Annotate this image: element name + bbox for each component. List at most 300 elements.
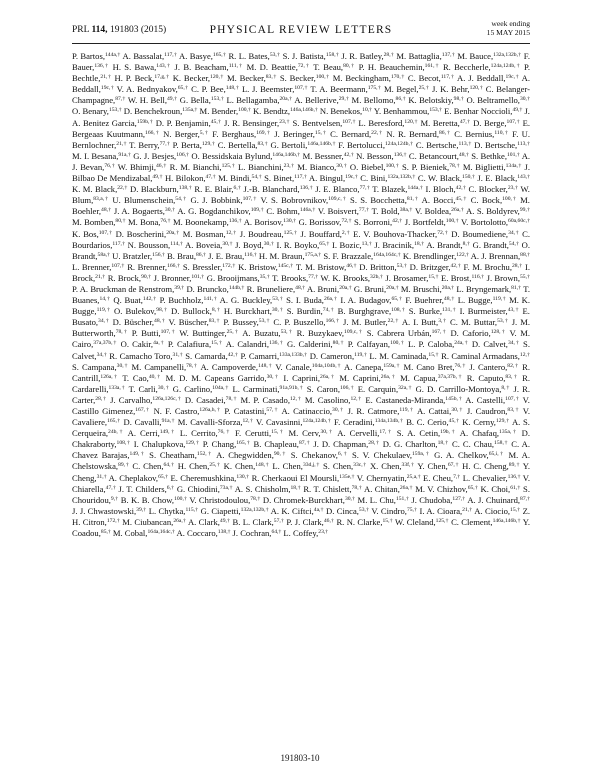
author-name: D. Blackburn, xyxy=(130,184,179,195)
author-name: N. R. Bernard, xyxy=(386,128,439,139)
author-name: G. J. Besjes, xyxy=(133,150,177,161)
author-name: R. Buzykaev, xyxy=(296,328,345,339)
author-name: R. N. Clarke, xyxy=(336,516,383,527)
author-name: C. Bernius, xyxy=(454,128,495,139)
author-affiliation: 175,a,† xyxy=(304,251,322,258)
author-affiliation: 98,† xyxy=(156,307,168,314)
author-name: A. Chitan, xyxy=(363,483,400,494)
author-name: Z. H. Citron, xyxy=(72,505,531,527)
author-name: M. Campanelli, xyxy=(131,361,187,372)
author-name: M. Bruschi, xyxy=(400,283,442,294)
author-affiliation: 40,† xyxy=(148,373,162,380)
author-name: M. P. Casado, xyxy=(240,394,290,405)
author-affiliation: 21,† xyxy=(116,140,127,147)
author-affiliation: 136,† xyxy=(299,185,313,192)
author-name: D. Calvet, xyxy=(471,339,508,350)
author-name: A. S. Chisholm, xyxy=(234,483,291,494)
author-name: P. Camarri, xyxy=(240,350,280,361)
author-affiliation: 127,† xyxy=(452,495,466,502)
author-name: K. Bristow, xyxy=(238,261,278,272)
author-affiliation: 34,† xyxy=(98,318,110,325)
author-name: C. Bock, xyxy=(470,195,503,206)
author-affiliation: 87,† xyxy=(115,96,126,103)
author-affiliation: 132a,132b,† xyxy=(493,52,522,58)
author-affiliation: 76,† xyxy=(217,429,232,436)
author-affiliation: 30,† xyxy=(266,373,280,380)
author-affiliation: 153,† xyxy=(108,107,122,114)
author-name: K. Becker, xyxy=(172,73,211,84)
author-affiliation: 24b,† xyxy=(108,429,125,436)
author-name: F. M. Brochu, xyxy=(463,261,512,272)
author-name: G. Calderini, xyxy=(286,339,333,350)
author-affiliation: 81,† xyxy=(511,284,522,291)
author-affiliation: 109,† xyxy=(250,207,264,214)
author-affiliation: 77,† xyxy=(358,207,370,214)
author-name: D. Caforio, xyxy=(450,328,491,339)
author-affiliation: 125,† xyxy=(221,162,236,169)
author-name: J. R. Bensinger, xyxy=(224,117,280,128)
author-name: J. M. Butterworth, xyxy=(72,317,531,339)
author-affiliation: 35,† xyxy=(259,273,270,280)
author-affiliation: 135a,† xyxy=(499,429,518,436)
author-name: K. Belotskiy, xyxy=(408,95,454,106)
author-name: G. Bertoli, xyxy=(270,139,308,150)
author-name: M. Battaglia, xyxy=(396,51,442,61)
author-name: A. Chafaq, xyxy=(459,428,500,439)
author-name: M. D. M. Capeans Garrido, xyxy=(165,372,267,383)
author-name: I. A. Budagov, xyxy=(340,295,392,306)
author-name: L. P. Caloba, xyxy=(407,339,455,350)
author-name: C. Bertsche, xyxy=(415,139,459,150)
author-name: I. R. Boyko, xyxy=(276,239,320,250)
author-affiliation: 86,† xyxy=(439,129,452,136)
author-affiliation: 133a,† xyxy=(108,384,126,391)
author-name: M. Bender, xyxy=(199,106,239,117)
author-affiliation: 80,† xyxy=(343,63,356,70)
author-name: J. Caudron, xyxy=(466,406,508,416)
author-name: A. Canepa, xyxy=(343,361,384,372)
author-affiliation: 4a,† xyxy=(153,340,165,347)
author-name: I. A. Cioara, xyxy=(419,505,463,516)
author-name: Y. Chen, xyxy=(417,461,448,472)
author-affiliation: 136,† xyxy=(507,473,521,480)
author-affiliation: 138,† xyxy=(178,185,192,192)
author-name: B. K. B. Chow, xyxy=(120,494,175,505)
author-affiliation: 165,† xyxy=(212,52,227,58)
author-affiliation: 24a,† xyxy=(454,340,469,347)
author-name: R. T. Chislett, xyxy=(303,483,352,494)
author-name: C. Betancourt, xyxy=(408,150,459,161)
author-affiliation: 172,† xyxy=(106,517,120,524)
author-affiliation: 18,† xyxy=(414,240,425,247)
author-affiliation: 83,a,† xyxy=(93,196,110,203)
author-affiliation: 57,† xyxy=(273,517,285,524)
author-name: W. Bhimji, xyxy=(117,161,156,172)
author-name: M. Biglietti, xyxy=(462,161,506,172)
author-name: O. Benary, xyxy=(72,106,109,117)
author-affiliation: 134a,134b,† xyxy=(374,418,404,425)
author-name: J. M. Butler, xyxy=(343,317,388,328)
author-name: N. Benekos, xyxy=(319,106,363,117)
author-name: T. Brooks, xyxy=(272,272,309,283)
author-name: D. P. Benjamin, xyxy=(155,117,211,128)
author-affiliation: 22,† xyxy=(387,318,400,325)
author-name: S. Binet, xyxy=(264,173,295,184)
author-name: J. Bronner, xyxy=(153,272,192,283)
author-name: C. Bernard, xyxy=(330,128,372,139)
author-name: G. Ciapetti, xyxy=(200,505,241,516)
author-name: J. B. Beacham, xyxy=(174,62,229,73)
author-name: J. E. Blanco, xyxy=(315,184,360,195)
author-name: D. Bruncko, xyxy=(186,283,229,294)
author-name: R. Brenner, xyxy=(127,261,168,272)
author-name: A. Bingul, xyxy=(308,173,346,184)
author-affiliation: 117,† xyxy=(164,52,178,58)
author-affiliation: 30,† xyxy=(157,384,170,391)
author-name: H. C. Cheng, xyxy=(462,461,509,472)
author-affiliation: 145c,† xyxy=(277,262,294,269)
author-name: J. E. Black, xyxy=(477,173,518,184)
author-affiliation: 15,† xyxy=(211,340,224,347)
author-affiliation: 128,† xyxy=(490,329,507,336)
author-name: V. Canale, xyxy=(275,361,312,372)
author-affiliation: 110,† xyxy=(494,129,509,136)
author-name: M. A. Chelstowska, xyxy=(72,450,530,472)
author-affiliation: 100,† xyxy=(445,218,459,225)
author-affiliation: 34,† xyxy=(507,340,520,347)
author-affiliation: 113,† xyxy=(517,140,530,147)
author-affiliation: 144b,† xyxy=(228,284,245,291)
author-name: P. Bartos, xyxy=(72,51,105,61)
author-name: D. Cinca, xyxy=(326,505,359,516)
author-name: D. Benchekroun, xyxy=(123,106,183,117)
author-affiliation: 38a,† xyxy=(399,207,413,214)
author-name: R. Cherkaoui El Moursli, xyxy=(251,472,340,483)
author-affiliation: 100,† xyxy=(385,162,400,169)
author-name: V. Christodoulou, xyxy=(189,494,251,505)
author-name: D. Boscherini, xyxy=(115,228,167,239)
author-name: C. Bini, xyxy=(360,173,388,184)
author-name: S. Chen, xyxy=(323,461,354,472)
author-name: Q. Buat, xyxy=(113,295,143,306)
author-affiliation: 132a,132b,† xyxy=(387,174,416,181)
author-name: M. Boehler, xyxy=(72,195,530,217)
author-affiliation: 86,† xyxy=(195,251,206,258)
author-name: M. Becker, xyxy=(226,73,266,84)
author-affiliation: 106,† xyxy=(176,151,190,158)
author-name: D. Cavalli, xyxy=(123,417,162,428)
author-affiliation: 25,a,† xyxy=(406,473,421,480)
author-name: G. A. Chelkov, xyxy=(434,450,489,461)
author-affiliation: 87,† xyxy=(520,495,531,502)
author-name: V. Cavasinni, xyxy=(255,417,303,428)
author-name: M. Bosman, xyxy=(182,228,226,239)
author-name: R. Cantrill, xyxy=(72,361,530,383)
author-name: V. Castillo Gimenez, xyxy=(72,394,530,416)
author-affiliation: 54,† xyxy=(251,174,262,181)
author-affiliation: 21,† xyxy=(100,74,112,81)
author-affiliation: 33c,† xyxy=(353,462,367,469)
author-affiliation: 109,c,† xyxy=(328,196,347,203)
author-name: L. Coffey, xyxy=(283,528,319,539)
author-affiliation: 49,† xyxy=(152,174,163,181)
author-name: J. Beringer, xyxy=(274,128,315,139)
author-affiliation: 21,† xyxy=(95,273,106,280)
author-name: D. Boumediene, xyxy=(451,228,509,239)
author-affiliation: 23,† xyxy=(279,118,290,125)
author-name: H. S. Bawa, xyxy=(112,62,157,73)
author-name: R. Camacho Toro, xyxy=(109,350,173,361)
author-name: L. Chytka, xyxy=(148,505,186,516)
author-affiliation: 146a,† xyxy=(299,207,316,214)
author-name: M. Beretta, xyxy=(420,117,460,128)
author-name: C. C. Chau, xyxy=(452,439,495,450)
author-affiliation: 74,† xyxy=(322,307,335,314)
author-affiliation: 145b,† xyxy=(445,395,463,402)
author-name: B. L. Clark, xyxy=(232,516,274,527)
author-affiliation: 15,† xyxy=(314,129,327,136)
author-affiliation: 119,† xyxy=(492,296,507,303)
author-name: T. Bold, xyxy=(371,206,400,217)
author-affiliation: 98,† xyxy=(453,96,464,103)
author-name: J. Bouffard, xyxy=(300,228,342,239)
author-affiliation: 42,† xyxy=(343,151,354,158)
author-affiliation: 2,† xyxy=(341,229,351,236)
author-affiliation: 149,† xyxy=(129,451,146,458)
author-name: O. Cakir, xyxy=(120,339,154,350)
author-affiliation: 19c,† xyxy=(100,85,115,92)
author-affiliation: 17,† xyxy=(379,429,393,436)
author-affiliation: 65,† xyxy=(391,296,403,303)
author-name: B. C. Cerio, xyxy=(406,417,449,428)
author-affiliation: 83,† xyxy=(265,74,277,81)
author-name: S. I. Buda, xyxy=(286,295,324,306)
author-affiliation: 148,† xyxy=(225,85,240,92)
author-name: D. Britzger, xyxy=(409,261,451,272)
author-name: C. P. Buszello, xyxy=(273,317,326,328)
author-name: B. Brau, xyxy=(167,250,196,261)
author-name: S. Caron, xyxy=(306,383,340,394)
author-affiliation: 37a,37b,† xyxy=(437,373,463,380)
author-name: W. Cleland, xyxy=(394,516,436,527)
author-affiliation: 53,† xyxy=(272,296,284,303)
author-affiliation: 151,† xyxy=(395,495,409,502)
author-name: G. Borissov, xyxy=(298,217,342,228)
author-affiliation: 91a,† xyxy=(161,418,175,425)
author-name: U. Bratzler, xyxy=(112,250,153,261)
author-affiliation: 28,† xyxy=(383,52,394,58)
author-name: J. Cochran, xyxy=(232,528,272,539)
author-affiliation: 8,† xyxy=(501,384,511,391)
author-affiliation: 101,† xyxy=(506,151,520,158)
author-affiliation: 37a,37b,† xyxy=(93,340,118,347)
author-name: A. G. Buckley, xyxy=(219,295,273,306)
author-affiliation: 73a,† xyxy=(219,484,233,491)
author-affiliation: 83,† xyxy=(208,318,221,325)
author-affiliation: 26a,† xyxy=(173,517,187,524)
author-name: M. Bellomo, xyxy=(351,95,396,106)
author-affiliation: 80,† xyxy=(332,340,345,347)
author-affiliation: 149,† xyxy=(159,429,176,436)
author-name: A. K. Ciftci, xyxy=(270,505,314,516)
author-affiliation: 78,† xyxy=(186,362,198,369)
author-affiliation: 83,† xyxy=(507,407,520,413)
author-affiliation: 143,† xyxy=(517,174,531,181)
author-affiliation: 136,† xyxy=(393,151,407,158)
author-list xyxy=(72,51,530,539)
author-affiliation: 159a,† xyxy=(383,362,401,369)
author-affiliation: 159a,† xyxy=(411,451,431,458)
author-name: M. Caprini, xyxy=(339,372,381,383)
author-name: N. Berger, xyxy=(163,128,200,139)
author-name: R. M. Bianchi, xyxy=(169,161,222,172)
author-affiliation: 34,† xyxy=(508,229,520,236)
author-name: P. J. Clark, xyxy=(286,516,324,527)
author-name: L. Bryngemark, xyxy=(456,283,512,294)
author-name: T. Berry, xyxy=(129,139,160,150)
author-name: I. Chalupkova, xyxy=(133,439,186,450)
author-affiliation: 107,† xyxy=(242,196,258,203)
author-name: M. Casolino, xyxy=(304,394,351,405)
author-name: K. Brendlinger, xyxy=(402,250,457,261)
author-name: J. K. Behr, xyxy=(431,84,470,95)
author-affiliation: 55,† xyxy=(519,273,530,280)
author-name: G. Bruni, xyxy=(353,283,387,294)
author-affiliation: 48,† xyxy=(101,207,112,214)
author-name: Y. Cheng, xyxy=(72,461,531,483)
author-name: G. J. Bobbink, xyxy=(190,195,243,206)
author-name: S. S. Bocchetta, xyxy=(350,195,407,206)
author-name: A. J. Bevan, xyxy=(72,150,531,172)
author-affiliation: 90,† xyxy=(273,451,287,458)
author-name: G. Brandt, xyxy=(472,239,509,250)
author-name: A. Bruni, xyxy=(306,283,340,294)
author-name: C. Bourdarios, xyxy=(72,228,531,250)
author-affiliation: 83,† xyxy=(505,373,519,380)
author-name: S. Becker, xyxy=(279,73,316,84)
author-affiliation: 39,† xyxy=(174,284,185,291)
author-name: M. Bauce, xyxy=(457,51,494,61)
author-affiliation: 3,† xyxy=(438,318,447,325)
author-affiliation: 131,† xyxy=(441,307,457,314)
author-affiliation: 12,† xyxy=(242,418,254,425)
author-affiliation: 76,† xyxy=(160,218,171,225)
author-name: M. Cavalli-Sforza, xyxy=(177,417,243,428)
author-affiliation: 12,† xyxy=(350,395,363,402)
author-affiliation: 136,† xyxy=(94,63,110,70)
author-affiliation: 48,† xyxy=(295,284,306,291)
author-name: M. Begel, xyxy=(383,84,419,95)
author-name: L. M. Caminada, xyxy=(369,350,429,361)
author-name: T. Carli, xyxy=(128,383,158,394)
author-affiliation: 109,c,† xyxy=(344,329,364,336)
author-name: L. Cerrito, xyxy=(179,428,218,439)
author-affiliation: 26a,† xyxy=(399,484,413,491)
author-affiliation: 124a,124b,† xyxy=(302,418,332,425)
author-name: S. Chouridou, xyxy=(72,483,530,505)
author-affiliation: 19b,† xyxy=(440,429,457,436)
author-affiliation: 19c,† xyxy=(345,174,358,181)
author-name: T. Cao, xyxy=(122,372,149,383)
author-affiliation: 47,† xyxy=(459,118,471,125)
author-affiliation: 30,† xyxy=(271,307,284,314)
author-affiliation: 64,† xyxy=(271,529,282,536)
author-affiliation: 89,† xyxy=(118,462,130,469)
author-name: J. R. Carter, xyxy=(72,383,531,405)
author-affiliation: 45,† xyxy=(448,418,460,425)
author-name: N. Besson, xyxy=(356,150,394,161)
author-name: J. R. Catmore, xyxy=(347,406,400,416)
author-name: L. Chevalier, xyxy=(462,472,508,483)
author-affiliation: 9,† xyxy=(110,495,119,502)
page-header xyxy=(72,19,530,49)
author-affiliation: 19c,† xyxy=(505,74,520,81)
author-affiliation: 65,† xyxy=(158,473,169,480)
author-name: C. P. Bee, xyxy=(191,84,226,95)
author-name: E. Carquin, xyxy=(357,383,399,394)
author-affiliation: 104a,† xyxy=(212,384,230,391)
author-affiliation: 46,† xyxy=(323,517,335,524)
author-affiliation: 143,† xyxy=(156,63,172,70)
author-name: J. Boyd, xyxy=(235,239,264,250)
author-affiliation: 88,† xyxy=(520,251,530,258)
author-affiliation: 78,† xyxy=(250,495,261,502)
author-affiliation: 100,† xyxy=(238,107,251,114)
author-name: M. Ciubancan, xyxy=(122,516,174,527)
author-name: J. Brosamer, xyxy=(385,272,429,283)
author-name: A. Cheplakov, xyxy=(108,472,159,483)
author-affiliation: 124a,124b,† xyxy=(384,140,414,147)
author-name: C. Becot, xyxy=(407,73,441,84)
author-affiliation: 117,† xyxy=(294,174,307,181)
author-affiliation: 81,† xyxy=(406,196,419,203)
author-affiliation: 65,i,† xyxy=(488,451,505,458)
author-name: H. P. Beck, xyxy=(114,73,155,84)
author-affiliation: 166,† xyxy=(167,262,181,269)
author-name: L. Bianchini, xyxy=(238,161,284,172)
author-affiliation: 34,† xyxy=(96,351,107,358)
author-name: S. P. Bieniek, xyxy=(401,161,450,172)
author-affiliation: 153,† xyxy=(210,96,225,103)
author-name: R. Cardarelli, xyxy=(72,372,531,394)
author-name: M. Bona, xyxy=(127,217,161,228)
author-affiliation: 48,† xyxy=(458,151,469,158)
author-affiliation: 165,† xyxy=(107,418,121,425)
author-name: J. Boudreau, xyxy=(239,228,284,239)
author-affiliation: 45,† xyxy=(455,196,468,203)
author-name: P. Buchholz, xyxy=(159,295,204,306)
author-name: V. Chernyatin, xyxy=(356,472,407,483)
author-affiliation: 76,† xyxy=(454,362,467,369)
author-name: M. Cano Bret, xyxy=(403,361,455,372)
author-affiliation: 119,† xyxy=(96,307,111,314)
author-affiliation: 107,† xyxy=(98,229,113,236)
author-affiliation: 136,† xyxy=(269,340,284,347)
author-affiliation: 129,† xyxy=(201,140,216,147)
author-affiliation: 65,† xyxy=(319,240,330,247)
author-affiliation: 6,† xyxy=(166,484,175,491)
author-affiliation: 60a,60c,† xyxy=(508,218,530,225)
author-name: M. Bianco, xyxy=(297,161,337,172)
issue-date xyxy=(487,19,530,37)
author-affiliation: 146a,146b,† xyxy=(307,140,336,147)
author-name: P. Berta, xyxy=(172,139,202,150)
author-name: R. L. Bates, xyxy=(228,51,270,61)
author-affiliation: 30,† xyxy=(164,207,176,214)
author-affiliation: 58a,† xyxy=(97,251,110,258)
author-name: A. S. Cerqueira, xyxy=(72,417,530,439)
author-affiliation: 26a,† xyxy=(451,207,465,214)
